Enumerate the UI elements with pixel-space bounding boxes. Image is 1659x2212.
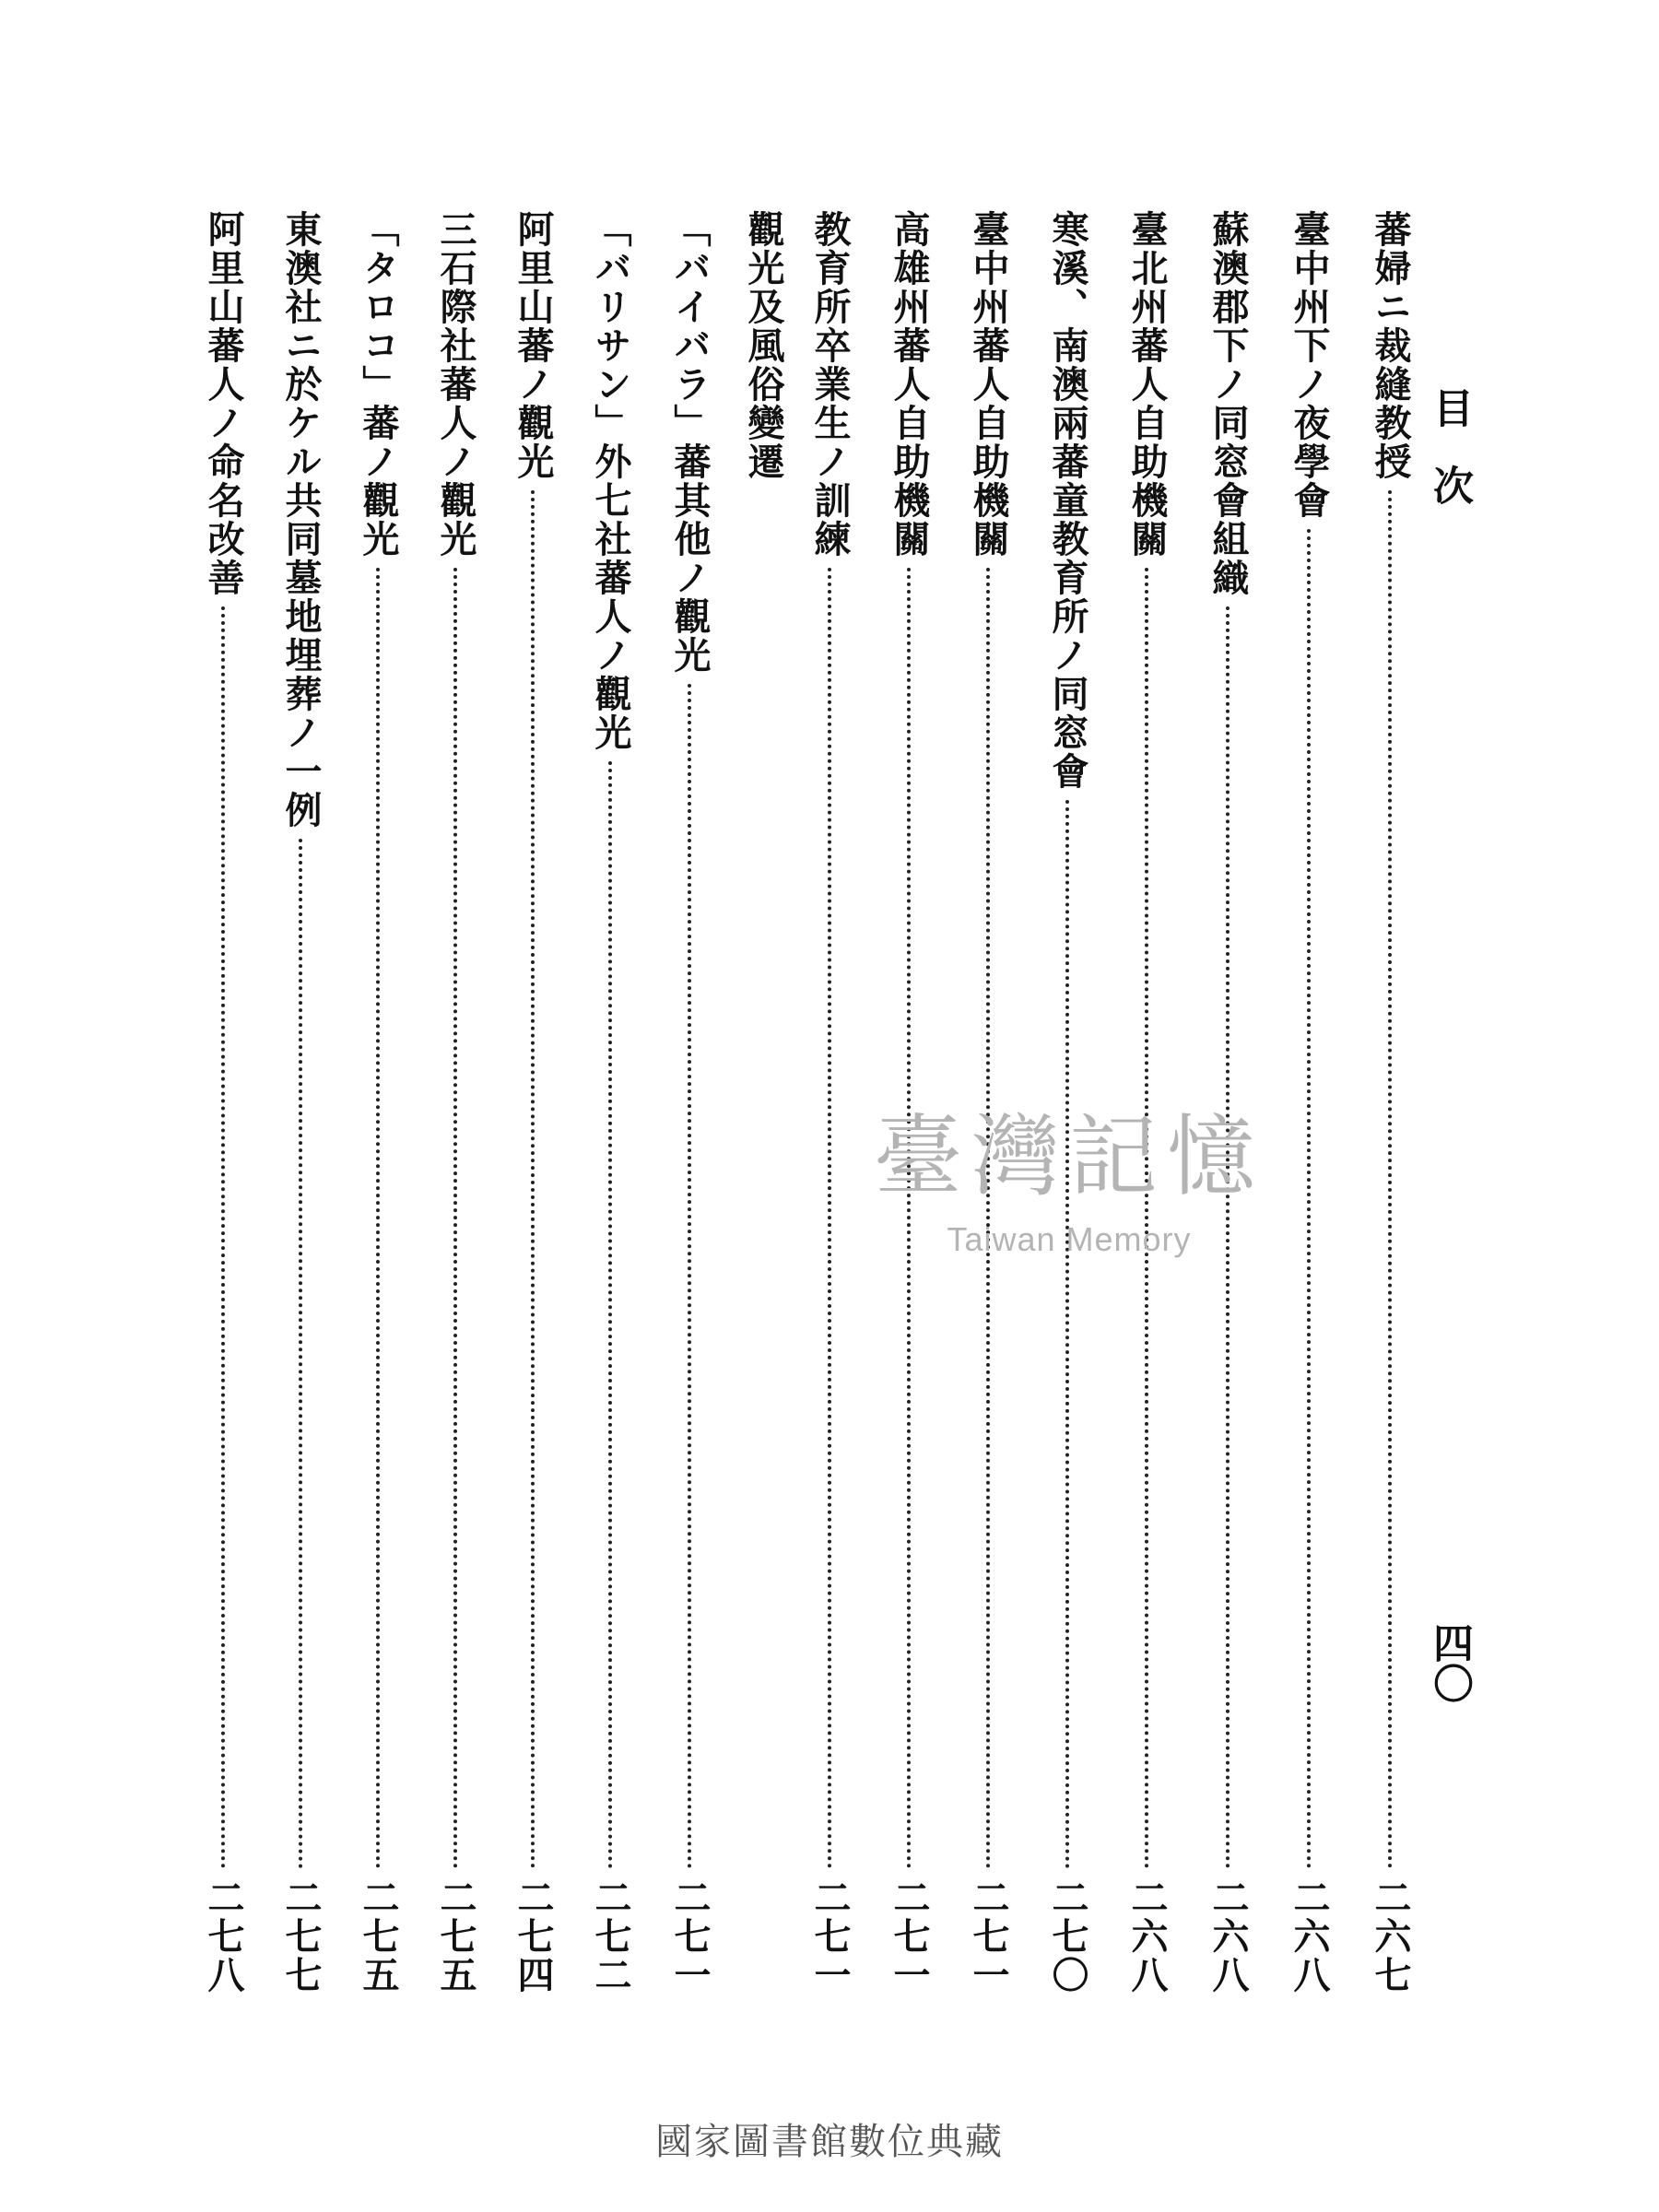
- entry-page-number: 二七一: [967, 1878, 1010, 1994]
- entry-page-number: 二七五: [357, 1878, 400, 1994]
- dot-leader: [608, 761, 612, 1869]
- dot-leader: [453, 568, 457, 1869]
- entry-title: 臺中州下ノ夜學會: [1288, 210, 1331, 520]
- running-header-title: 目次: [1426, 387, 1473, 542]
- dot-leader: [688, 684, 691, 1869]
- entry-title: 蕃婦ニ裁縫教授: [1369, 210, 1412, 481]
- dot-leader: [1065, 800, 1069, 1869]
- toc-entry[interactable]: [352, 210, 404, 2017]
- dot-leader: [221, 606, 225, 1869]
- entry-title: 阿里山蕃ノ觀光: [512, 210, 555, 481]
- entry-title: 臺中州蕃人自助機關: [967, 210, 1010, 559]
- dot-leader: [299, 839, 302, 1869]
- dot-leader: [1388, 490, 1392, 1869]
- entry-page-number: 二七二: [589, 1878, 632, 1994]
- entry-page-number: 二六八: [1125, 1878, 1169, 1994]
- section-heading: [737, 210, 789, 485]
- entry-title: 教育所卒業生ノ訓練: [808, 210, 852, 559]
- toc-entry[interactable]: [429, 210, 481, 2017]
- entry-title: 東澳社ニ於ケル共同墓地埋葬ノ一例: [279, 210, 323, 830]
- entry-title: 蘇澳郡下ノ同窓會組織: [1206, 210, 1250, 597]
- entry-page-number: 二七一: [888, 1878, 931, 1994]
- entry-title: 臺北州蕃人自助機關: [1125, 210, 1169, 559]
- entry-title: 三石際社蕃人ノ觀光: [434, 210, 477, 559]
- entry-page-number: 二七七: [279, 1878, 323, 1994]
- toc-entry[interactable]: [275, 210, 326, 2017]
- entry-title: 阿里山蕃人ノ命名改善: [202, 210, 245, 597]
- toc-entry[interactable]: [1364, 210, 1416, 2017]
- entry-title: 「バリサン」外七社蕃人ノ觀光: [589, 210, 632, 752]
- entry-page-number: 二六八: [1206, 1878, 1250, 1994]
- toc-entry[interactable]: [197, 210, 249, 2017]
- entry-title: 「バイバラ」蕃其他ノ觀光: [668, 210, 712, 675]
- watermark-logo-text: 臺灣記憶: [874, 1105, 1265, 1208]
- watermark: [830, 1097, 1309, 1309]
- entry-title: 高雄州蕃人自助機關: [888, 210, 931, 559]
- toc-entry[interactable]: [584, 210, 636, 2017]
- toc-entry[interactable]: [664, 210, 715, 2017]
- entry-page-number: 二七〇: [1046, 1878, 1089, 1994]
- entry-page-number: 二七一: [668, 1878, 712, 1994]
- entry-title: 寒溪、南澳兩蕃童教育所ノ同窓會: [1046, 210, 1089, 791]
- watermark-subtitle: Taiwan Memory: [947, 1220, 1192, 1258]
- entry-page-number: 二六七: [1369, 1878, 1412, 1994]
- entry-page-number: 二七四: [512, 1878, 555, 1994]
- page-number: 四〇: [1426, 1622, 1473, 1703]
- entry-page-number: 二七一: [808, 1878, 852, 1994]
- entry-page-number: 二七八: [202, 1878, 245, 1994]
- section-heading-text: 觀光及風俗變遷: [742, 210, 785, 481]
- toc-entry[interactable]: [507, 210, 559, 2017]
- dot-leader: [376, 568, 380, 1869]
- entry-page-number: 二六八: [1288, 1878, 1331, 1994]
- footer-credit: 國家圖書館數位典藏: [655, 2121, 1004, 2163]
- entry-page-number: 二七五: [434, 1878, 477, 1994]
- entry-title: 「タロコ」蕃ノ觀光: [357, 210, 400, 559]
- dot-leader: [531, 490, 535, 1869]
